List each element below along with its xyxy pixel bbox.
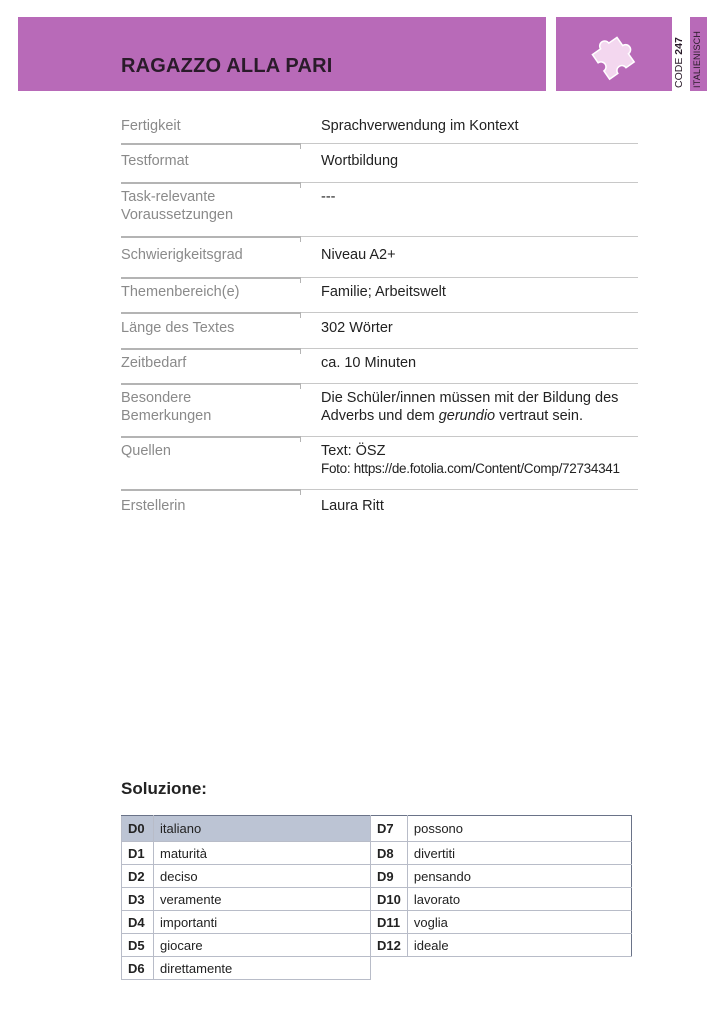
solution-value: pensando (407, 865, 631, 888)
table-row (122, 865, 632, 888)
solution-value: possono (407, 816, 631, 842)
info-value: --- (321, 189, 336, 205)
info-label: Themenbereich(e) (121, 284, 240, 300)
solution-key: D4 (122, 911, 154, 934)
info-row-zeitbedarf (121, 348, 638, 383)
solution-key: D1 (122, 842, 154, 865)
solution-value: divertiti (407, 842, 631, 865)
info-row-schwierigkeitsgrad (121, 236, 638, 277)
info-label: Testformat (121, 153, 189, 169)
table-row (122, 934, 632, 957)
solution-key: D9 (371, 865, 408, 888)
info-value-text: Adverbs und dem (321, 408, 439, 424)
info-value (321, 384, 638, 436)
solution-key: D3 (122, 888, 154, 911)
solution-value: ideale (407, 934, 631, 957)
info-value: Wortbildung (321, 153, 399, 169)
info-row-laenge (121, 312, 638, 348)
info-value: ca. 10 Minuten (321, 355, 417, 371)
task-info-table (121, 108, 638, 523)
info-value-emphasis: gerundio (438, 408, 496, 424)
info-label: Fertigkeit (121, 118, 181, 134)
info-row-testformat (121, 143, 638, 182)
info-row-fertigkeit (121, 108, 638, 143)
solution-key: D5 (122, 934, 154, 957)
table-row (122, 888, 632, 911)
info-value-line: Foto: https://de.fotolia.com/Content/Comp/72734341 (321, 461, 620, 476)
info-label-line: Besondere (121, 390, 192, 406)
solution-value: lavorato (407, 888, 631, 911)
info-label (121, 384, 321, 436)
info-label: Länge des Textes (121, 320, 235, 336)
info-value: Familie; Arbeitswelt (321, 284, 446, 300)
solution-value: giocare (154, 934, 371, 957)
solution-key: D12 (371, 934, 408, 957)
solution-key: D0 (122, 816, 154, 842)
info-row-voraussetzungen (121, 182, 638, 236)
table-row (122, 816, 632, 842)
info-value: Niveau A2+ (321, 247, 396, 263)
solution-key: D8 (371, 842, 408, 865)
info-value: 302 Wörter (321, 320, 393, 336)
info-value-line: Die Schüler/innen müssen mit der Bildung des (321, 390, 619, 406)
info-row-quellen (121, 436, 638, 489)
table-row (122, 842, 632, 865)
empty-cell (371, 957, 632, 980)
info-value-text: vertraut sein. (495, 408, 583, 424)
solution-value: veramente (154, 888, 371, 911)
solution-value: direttamente (154, 957, 371, 980)
info-label-line: Voraussetzungen (121, 207, 234, 223)
code-number: 247 (673, 37, 685, 55)
info-label: Zeitbedarf (121, 355, 187, 371)
solution-value: deciso (154, 865, 371, 888)
solution-value: voglia (407, 911, 631, 934)
code-label (673, 37, 685, 88)
info-label: Quellen (121, 443, 171, 459)
puzzle-piece-icon (582, 26, 640, 84)
header-banner (18, 17, 546, 91)
info-row-erstellerin (121, 489, 638, 523)
info-row-bemerkungen (121, 383, 638, 436)
solution-value: italiano (154, 816, 371, 842)
solution-key: D11 (371, 911, 408, 934)
info-label (121, 183, 321, 236)
info-value: Laura Ritt (321, 498, 384, 514)
info-row-themenbereich (121, 277, 638, 312)
info-label-line: Task-relevante (121, 189, 216, 205)
page-title: RAGAZZO ALLA PARI (121, 55, 333, 77)
solution-title: Soluzione: (121, 779, 207, 798)
info-label-line: Bemerkungen (121, 408, 212, 424)
info-value-line (321, 407, 638, 425)
table-row (122, 911, 632, 934)
info-value (321, 437, 638, 489)
solution-key: D6 (122, 957, 154, 980)
solution-value: importanti (154, 911, 371, 934)
table-row (122, 957, 632, 980)
solution-table (121, 815, 632, 980)
solution-key: D10 (371, 888, 408, 911)
info-value: Sprachverwendung im Kontext (321, 118, 519, 134)
info-value-line: Text: ÖSZ (321, 443, 386, 459)
info-label: Erstellerin (121, 498, 186, 514)
language-label: ITALIENISCH (692, 30, 702, 88)
code-word: CODE (673, 57, 685, 88)
solution-value: maturità (154, 842, 371, 865)
solution-key: D2 (122, 865, 154, 888)
solution-key: D7 (371, 816, 408, 842)
info-label: Schwierigkeitsgrad (121, 247, 243, 263)
